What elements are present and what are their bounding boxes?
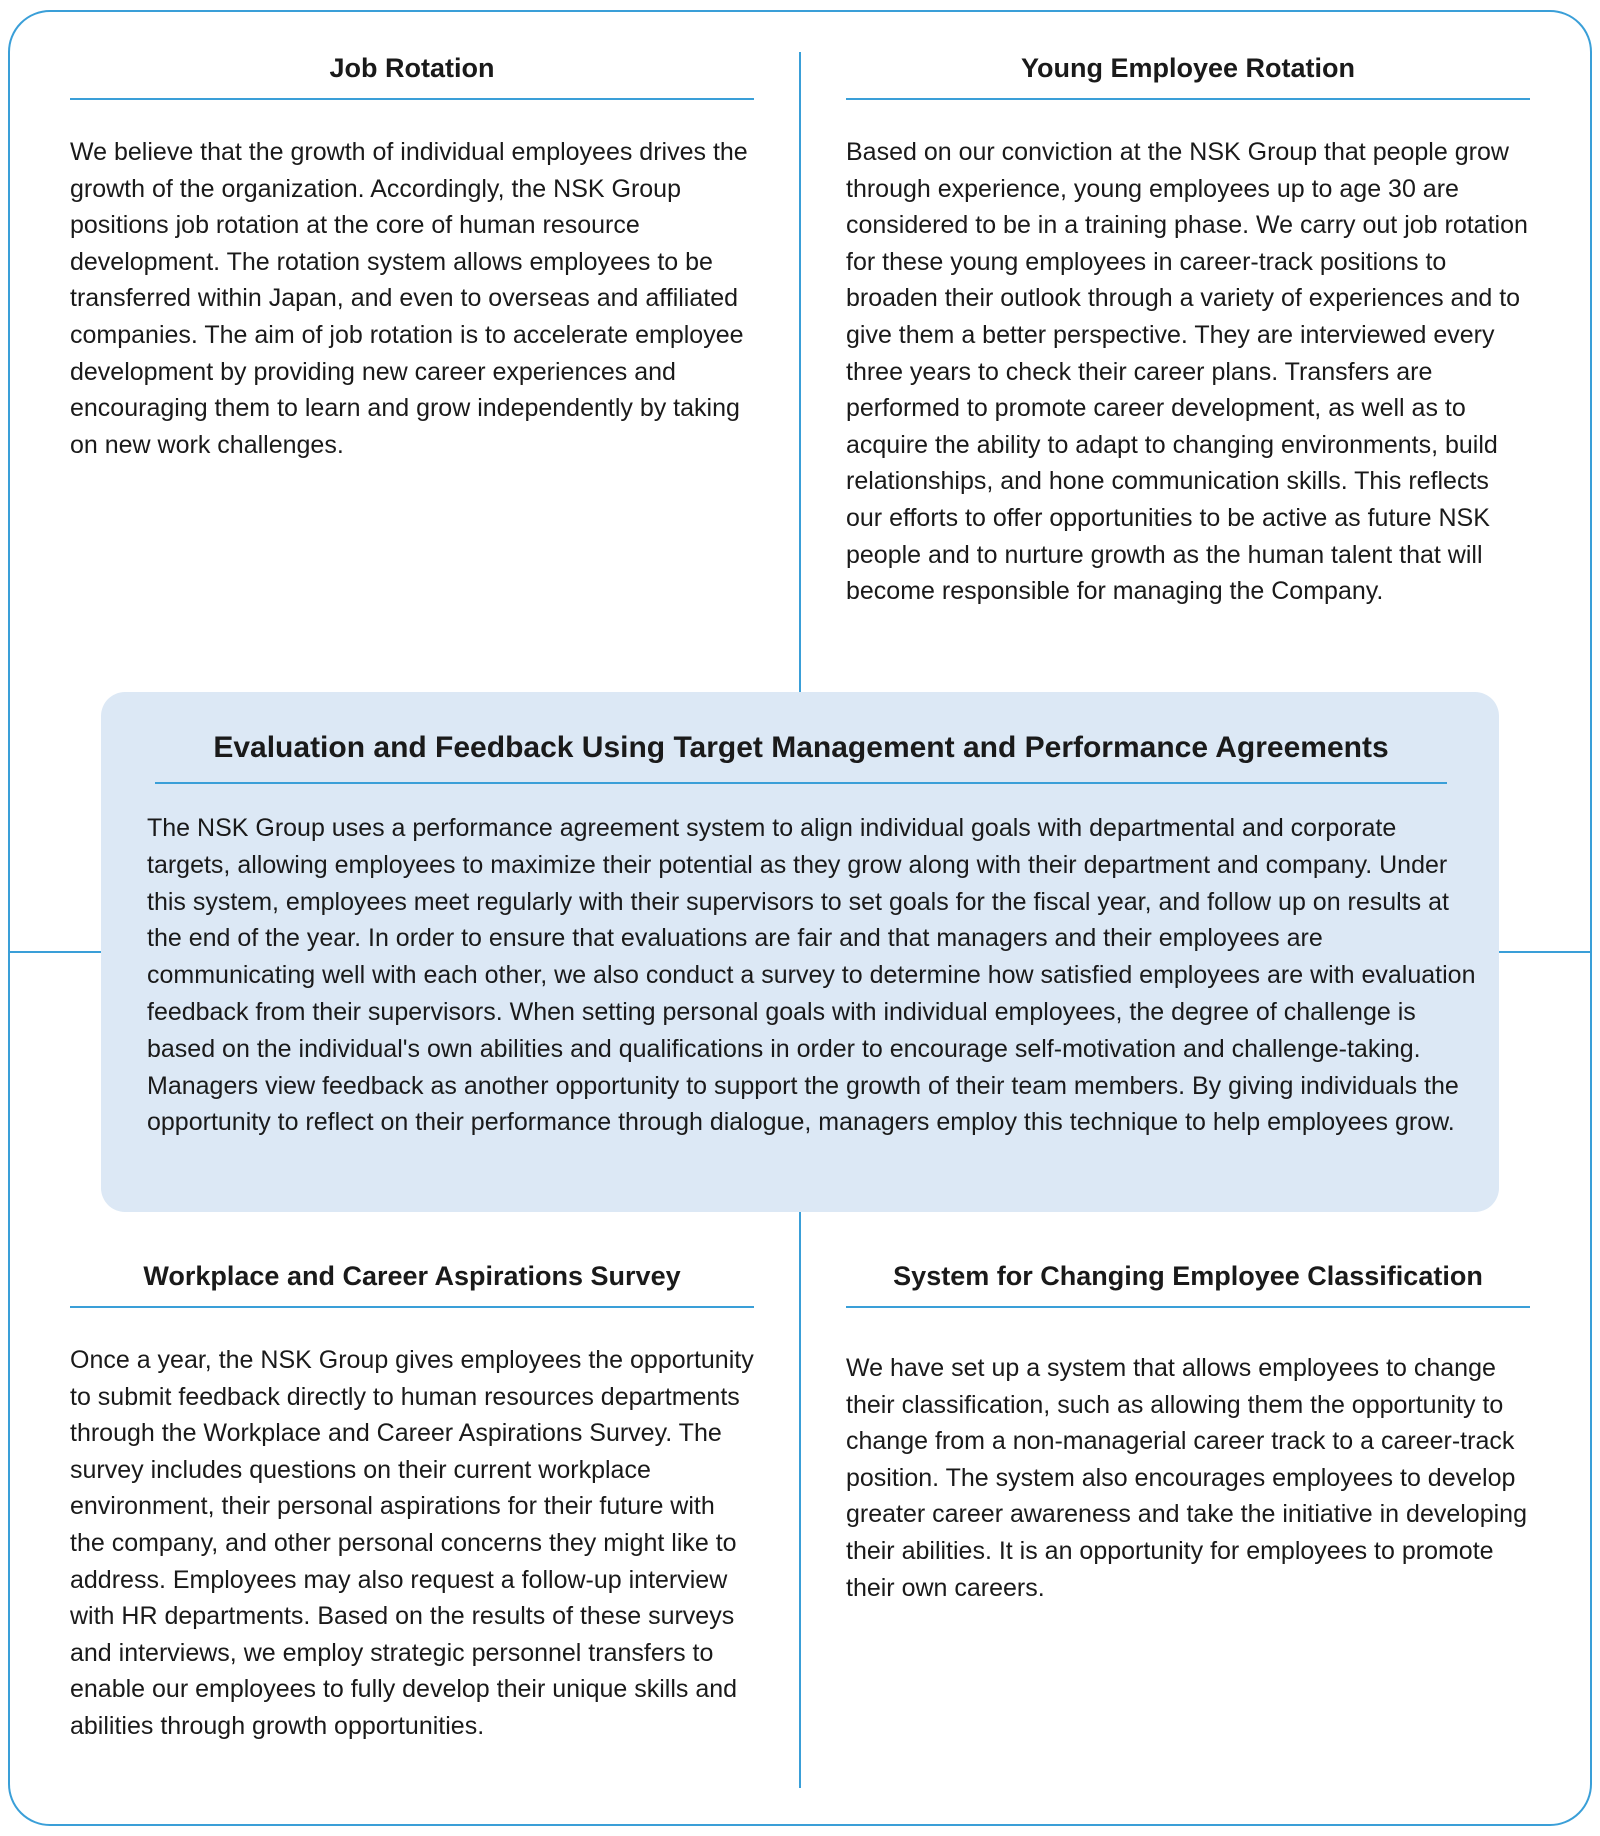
evaluation-feedback-section xyxy=(101,692,1499,1212)
job-rotation-title: Job Rotation xyxy=(70,50,754,100)
young-employee-rotation-body: Based on our conviction at the NSK Group that people grow through experience, young employees up to age 30 are considered to be in a training phase. We carry out job rotation for these young employees in career-track positions to broaden their outlook through a variety of experiences and to give them a better perspective. They are interviewed every three years to check their career plans. Transfers are performed to promote career development, as well as to acquire the ability to adapt to changing environments, build relationships, and hone communication skills. This reflects our efforts to offer opportunities to be active as future NSK people and to nurture growth as the human talent that will become responsible for managing the Company. xyxy=(846,138,1528,606)
workplace-survey-title: Workplace and Career Aspirations Survey xyxy=(70,1258,754,1308)
workplace-survey-body: Once a year, the NSK Group gives employees the opportunity to submit feedback directly to human resources departments through the Workplace and Career Aspirations Survey. The survey includes questions on their current workplace environment, their personal aspirations for their future with the company, and other personal concerns they might like to address. Employees may also request a follow-up interview with HR departments. Based on the results of these surveys and interviews, we employ strategic personnel transfers to enable our employees to fully develop their unique skills and abilities through growth opportunities. xyxy=(70,1346,754,1740)
vertical-divider-bottom xyxy=(799,1212,801,1788)
evaluation-feedback-title: Evaluation and Feedback Using Target Management and Performance Agreements xyxy=(155,728,1447,784)
classification-change-section xyxy=(846,1258,1530,1606)
vertical-divider-top xyxy=(799,52,801,692)
horizontal-divider-left xyxy=(10,951,101,953)
classification-change-body: We have set up a system that allows employees to change their classification, such as allowing them the opportunity to change from a non-managerial career track to a career-track position. The system also encourages employees to develop greater career awareness and take the initiative in developing their abilities. It is an opportunity for employees to promote their own careers. xyxy=(846,1354,1527,1602)
evaluation-feedback-body: The NSK Group uses a performance agreement system to align individual goals with departmental and corporate targets, allowing employees to maximize their potential as they grow along with their department and company. Under this system, employees meet regularly with their supervisors to set goals for the fiscal year, and follow up on results at the end of the year. In order to ensure that evaluations are fair and that managers and their employees are communicating well with each other, we also conduct a survey to determine how satisfied employees are with evaluation feedback from their supervisors. When setting personal goals with individual employees, the degree of challenge is based on the individual's own abilities and qualifications in order to encourage self-motivation and challenge-taking. Managers view feedback as another opportunity to support the growth of their team members. By giving individuals the opportunity to reflect on their performance through dialogue, managers employ this technique to help employees grow. xyxy=(147,814,1476,1137)
young-employee-rotation-section xyxy=(846,50,1530,610)
horizontal-divider-right xyxy=(1499,951,1590,953)
classification-change-title: System for Changing Employee Classification xyxy=(846,1258,1530,1308)
job-rotation-body: We believe that the growth of individual employees drives the growth of the organization. Accordingly, the NSK Group positions job rotation at the core of human resource development. The rotation system allows employees to be transferred within Japan, and even to overseas and affiliated companies. The aim of job rotation is to accelerate employee development by providing new career experiences and encouraging them to learn and grow independently by taking on new work challenges. xyxy=(70,138,748,459)
workplace-survey-section xyxy=(70,1258,754,1745)
young-employee-rotation-title: Young Employee Rotation xyxy=(846,50,1530,100)
job-rotation-section xyxy=(70,50,754,463)
